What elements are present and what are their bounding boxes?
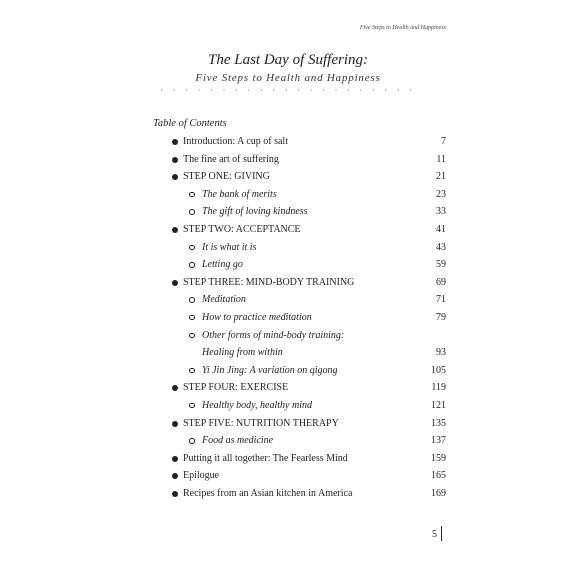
toc-entry-title: Letting go [202,259,243,271]
toc-entry-page: 159 [431,452,446,464]
toc-entry-page: 11 [436,153,446,165]
filled-bullet-icon [172,473,178,479]
toc-entry-title: The fine art of suffering [183,153,279,165]
toc-entry [172,151,446,169]
toc-entry [172,133,446,151]
hollow-bullet-icon [189,192,195,198]
filled-bullet-icon [172,385,178,391]
toc-entry-title: It is what it is [202,241,257,253]
toc-entry-page: 93 [436,347,446,359]
toc-entry-title: STEP ONE: GIVING [183,171,270,183]
toc-entry [172,186,446,204]
toc-entry [172,344,446,362]
book-subtitle: Five Steps to Health and Happiness [195,72,381,84]
filled-bullet-icon [172,280,178,286]
toc-entry-page: 169 [431,487,446,499]
hollow-bullet-icon [189,315,195,321]
toc-entry-title: Putting it all together: The Fearless Mind [183,452,348,464]
toc-entry [172,291,446,309]
hollow-bullet-icon [189,403,195,409]
toc-entry [172,485,446,503]
toc-entry [172,274,446,292]
hollow-bullet-icon [189,297,195,303]
toc-entry [172,221,446,239]
toc-entry-title: Other forms of mind-body training: [202,329,345,341]
toc-heading: Table of Contents [153,118,227,129]
toc-entry-page: 69 [436,276,446,288]
toc-entry [172,168,446,186]
toc-entry [172,256,446,274]
toc-entry-page: 23 [436,188,446,200]
toc-entry-page: 59 [436,259,446,271]
toc-entry [172,327,446,345]
toc-entry-title: Meditation [202,294,246,306]
toc-entry-title: STEP TWO: ACCEPTANCE [183,223,301,235]
toc-entry-page: 7 [441,136,446,147]
toc-entry-page: 165 [431,470,446,482]
toc-entry-title: Yi Jin Jing: A variation on qigong [202,364,338,376]
toc-entry [172,397,446,415]
toc-entry-page: 105 [431,364,446,376]
toc-entry-page: 21 [436,171,446,183]
toc-entry [172,450,446,468]
toc-entry-page: 79 [436,311,446,323]
toc-entry-title: Recipes from an Asian kitchen in America [183,487,353,499]
toc-entry [172,432,446,450]
running-head: Five Steps to Health and Happiness [359,25,446,31]
toc-entry-page: 71 [436,294,446,306]
toc-entry [172,467,446,485]
toc-entry-title: STEP THREE: MIND-BODY TRAINING [183,276,355,288]
page-number: 5 [432,529,437,540]
toc-entry-title: STEP FOUR: EXERCISE [183,382,289,394]
filled-bullet-icon [172,227,178,233]
hollow-bullet-icon [189,368,195,374]
hollow-bullet-icon [189,438,195,444]
toc-entry-title: Food as medicine [202,435,274,447]
toc-entry-page: 121 [431,399,446,411]
toc-entry-title: Epilogue [183,470,220,482]
toc-entry [172,415,446,433]
toc-entry-page: 41 [436,223,446,235]
hollow-bullet-icon [189,245,195,251]
toc-entry-page: 119 [431,382,446,394]
toc-entry-page: 33 [436,206,446,218]
filled-bullet-icon [172,421,178,427]
filled-bullet-icon [172,174,178,180]
toc-entry [172,309,446,327]
toc-entry-title: Healthy body, healthy mind [202,399,312,411]
toc-entry [172,362,446,380]
filled-bullet-icon [172,139,178,145]
hollow-bullet-icon [189,209,195,215]
hollow-bullet-icon [189,262,195,268]
toc-entry-page: 43 [436,241,446,253]
toc-entry-title: Healing from within [202,347,283,359]
toc-entry-title: How to practice meditation [202,311,312,323]
filled-bullet-icon [172,491,178,497]
folio-rule [441,526,442,541]
hollow-bullet-icon [189,333,195,339]
toc-entry [172,239,446,257]
toc-entry-title: Introduction: A cup of salt [183,136,288,147]
toc-entry-page: 135 [431,417,446,429]
toc-entry-page: 137 [431,435,446,447]
toc-entry-title: The bank of merits [202,188,277,200]
toc-entry-title: STEP FIVE: NUTRITION THERAPY [183,417,339,429]
book-title: The Last Day of Suffering: [208,52,368,68]
toc-entry [172,203,446,221]
table-of-contents [172,133,446,502]
filled-bullet-icon [172,456,178,462]
filled-bullet-icon [172,157,178,163]
dotted-rule: · · · · · · · · · · · · · · · · · · · · · [160,85,416,95]
toc-entry-title: The gift of loving kindness [202,206,308,218]
toc-entry [172,379,446,397]
